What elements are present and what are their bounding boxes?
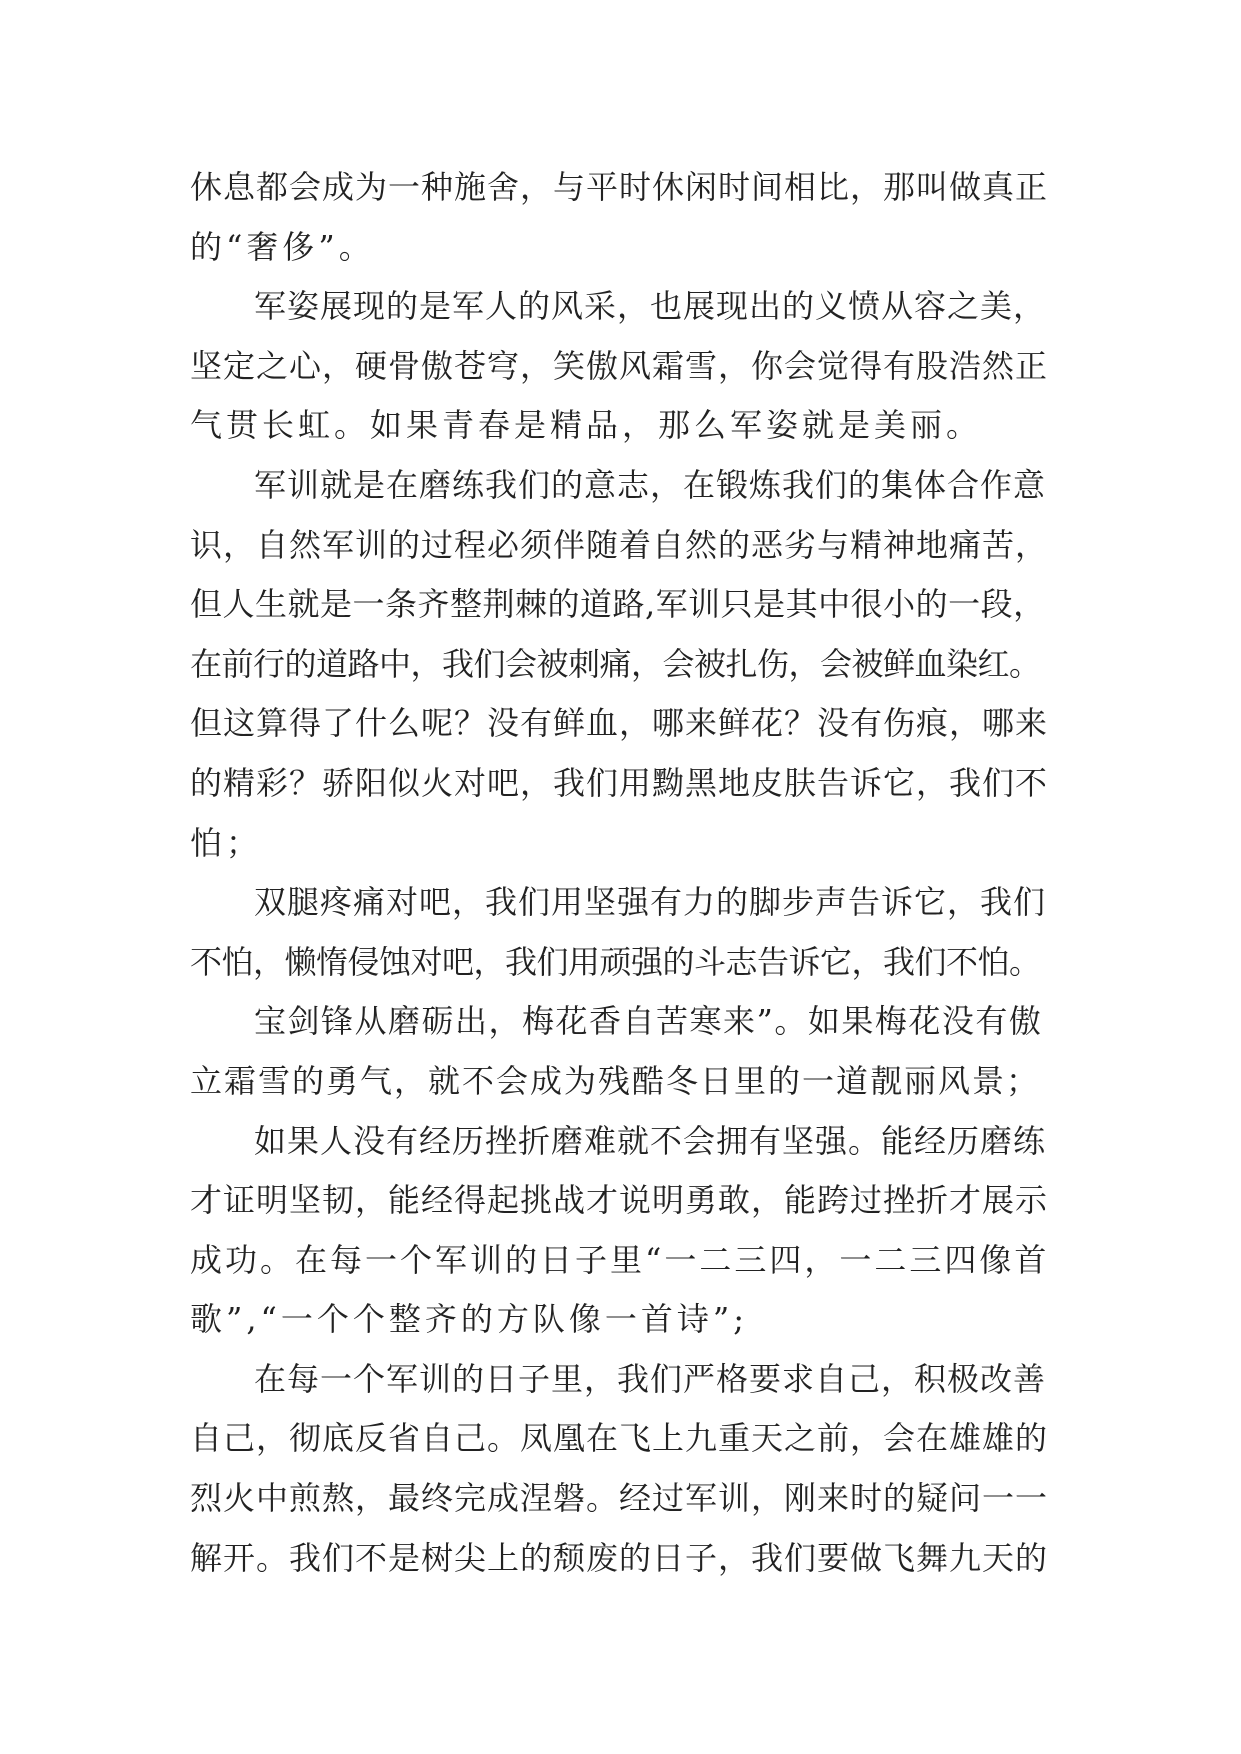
text-line: 但人生就是一条齐整荆棘的道路,军训只是其中很小的一段，: [190, 585, 1046, 624]
document-body: [190, 158, 1050, 1588]
text-line: 烈火中煎熬，最终完成涅磐。经过军训，刚来时的疑问一一: [190, 1479, 1049, 1518]
text-line: 立霜雪的勇气，就不会成为残酷冬日里的一道靓丽风景；: [190, 1061, 1041, 1100]
text-line: 坚定之心，硬骨傲苍穹，笑傲风霜雪，你会觉得有股浩然正: [190, 346, 1049, 385]
text-line: 不怕，懒惰侵蚀对吧，我们用顽强的斗志告诉它，我们不怕。: [190, 942, 1041, 981]
text-line: 气贯长虹。如果青春是精品，那么军姿就是美丽。: [190, 406, 983, 445]
text-line: 在每一个军训的日子里，我们严格要求自己，积极改善: [254, 1359, 1047, 1398]
text-line: 识，自然军训的过程必须伴随着自然的恶劣与精神地痛苦，: [190, 525, 1049, 564]
text-line: 怕；: [190, 823, 263, 862]
text-line: 宝剑锋从磨砺出，梅花香自苦寒来”。如果梅花没有傲: [254, 1002, 1043, 1041]
text-line: 军姿展现的是军人的风采，也展现出的义愤从容之美，: [254, 287, 1047, 326]
text-line: 军训就是在磨练我们的意志，在锻炼我们的集体合作意: [254, 465, 1047, 504]
text-line: 成功。在每一个军训的日子里“一二三四，一二三四像首: [190, 1240, 1050, 1279]
text-line: 歌”,“一个个整齐的方队像一首诗”;: [190, 1300, 749, 1339]
text-line: 在前行的道路中，我们会被刺痛，会被扎伤，会被鲜血染红。: [190, 644, 1041, 683]
text-line: 双腿疼痛对吧，我们用坚强有力的脚步声告诉它，我们: [254, 883, 1047, 922]
text-line: 自己，彻底反省自己。凤凰在飞上九重天之前，会在雄雄的: [190, 1419, 1049, 1458]
text-line: 但这算得了什么呢？没有鲜血，哪来鲜花？没有伤痕，哪来: [190, 704, 1049, 743]
text-line: 解开。我们不是树尖上的颓废的日子，我们要做飞舞九天的: [190, 1538, 1049, 1577]
text-line: 才证明坚韧，能经得起挑战才说明勇敢，能跨过挫折才展示: [190, 1181, 1049, 1220]
text-line: 休息都会成为一种施舍，与平时休闲时间相比，那叫做真正: [190, 168, 1049, 206]
text-line: 的“奢侈”。: [190, 227, 375, 266]
text-line: 的精彩？骄阳似火对吧，我们用黝黑地皮肤告诉它，我们不: [190, 763, 1049, 802]
text-line: 如果人没有经历挫折磨难就不会拥有坚强。能经历磨练: [254, 1121, 1047, 1160]
